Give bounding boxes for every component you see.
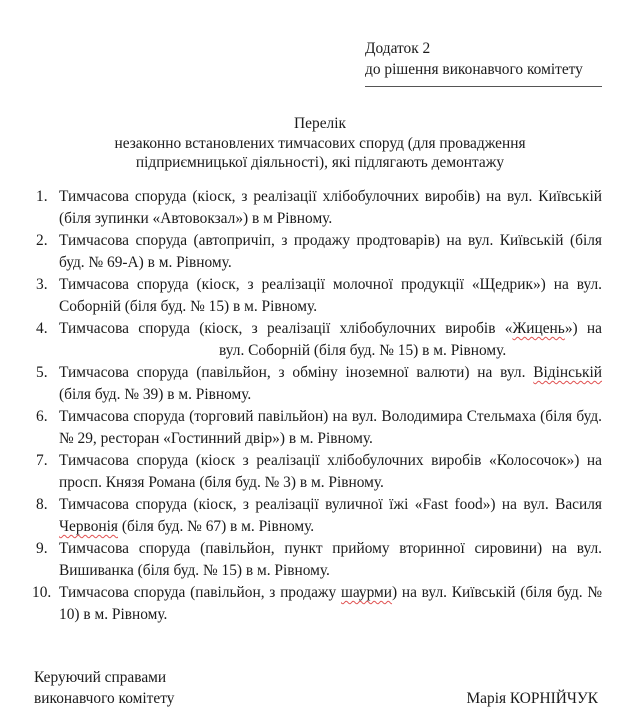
signature-block (34, 667, 604, 709)
item-text (59, 362, 602, 406)
signatory-position-line-1: Керуючий справами (34, 669, 167, 686)
item-number: 5. (36, 364, 48, 381)
item-text-part: (біля буд. № 67) в м. Рівному. (117, 518, 315, 535)
item-number: 10. (32, 584, 52, 601)
item-text-part: (біля буд. № 39) в м. Рівному. (59, 386, 252, 403)
item-number: 7. (36, 452, 48, 469)
item-text-part: ») на (564, 320, 602, 337)
item-number: 3. (36, 276, 48, 293)
list-item (36, 318, 602, 362)
list-item (36, 362, 602, 406)
list-item (36, 186, 602, 230)
spellcheck-flagged-word: Відінській (533, 364, 602, 381)
spellcheck-flagged-word: Жицень (512, 320, 565, 337)
spellcheck-flagged-word: шаурми (340, 584, 393, 601)
item-text: Тимчасова споруда (торговий павільйон) на вул. Володимира Стельмаха (біля буд. № 29, ресторан «Гостинний двір») в м. Рівному. (59, 408, 602, 447)
item-text-part: Тимчасова споруда (павільйон, з обміну іноземної валюти) на вул. (59, 364, 534, 381)
title-subtitle-line-2: підприємницької діяльності), які підлягають демонтажу (135, 154, 505, 171)
item-number: 4. (36, 320, 48, 337)
item-text-part: Тимчасова споруда (кіоск, з реалізації вуличної їжі «Fast food») на вул. Василя (59, 496, 602, 513)
list-item (36, 230, 602, 274)
item-text (59, 494, 602, 538)
item-text: Тимчасова споруда (кіоск з реалізації хлібобулочних виробів «Колосочок») на просп. Князя Романа (біля буд. № 3) в м. Рівному. (59, 452, 602, 491)
list-item (36, 494, 602, 538)
item-text-part: ) на вул. Київській (біля буд. № 10) в м. Рівному. (59, 584, 602, 623)
list-item (32, 582, 602, 626)
spellcheck-flagged-word: Червонія (59, 518, 118, 535)
annex-decision-reference: до рішення виконавчого комітету (365, 61, 583, 78)
item-text (59, 318, 602, 362)
item-number: 9. (36, 540, 48, 557)
annex-header (365, 38, 605, 87)
item-text: Тимчасова споруда (кіоск, з реалізації хлібобулочних виробів) на вул. Київській (біля зупинки «Автовокзал») в м Рівному. (59, 188, 602, 227)
document-title (40, 114, 600, 173)
item-text: Тимчасова споруда (кіоск, з реалізації молочної продукції «Щедрик») на вул. Соборній (біля буд. № 15) в м. Рівному. (59, 276, 602, 315)
list-item (36, 406, 602, 450)
item-number: 6. (36, 408, 48, 425)
item-text: Тимчасова споруда (павільйон, пункт прийому вторинної сировини) на вул. Вишиванка (біля буд. № 15) в м. Рівному. (59, 540, 602, 579)
item-number: 8. (36, 496, 48, 513)
item-text-part: Тимчасова споруда (павільйон, з продажу (59, 584, 341, 601)
item-number: 2. (36, 232, 48, 249)
annex-number: Додаток 2 (365, 40, 431, 57)
item-text: Тимчасова споруда (автопричіп, з продажу продтоварів) на вул. Київській (біля буд. № 69-А) в м. Рівному. (59, 232, 602, 271)
structures-list (32, 186, 602, 626)
item-text-part: вул. Соборній (біля буд. № 15) в м. Рівному. (219, 342, 507, 359)
item-text (59, 582, 602, 626)
list-item (36, 274, 602, 318)
title-subtitle-line-1: незаконно встановлених тимчасових споруд (для провадження (114, 134, 526, 152)
decision-blank-line (365, 86, 602, 87)
item-text-part: Тимчасова споруда (кіоск, з реалізації хлібобулочних виробів « (59, 320, 513, 337)
list-item (36, 538, 602, 582)
signatory-name: Марія КОРНІЙЧУК (466, 690, 598, 707)
item-number: 1. (36, 188, 48, 205)
signatory-position-line-2: виконавчого комітету (34, 690, 175, 707)
title-heading: Перелік (294, 115, 346, 132)
list-item (36, 450, 602, 494)
